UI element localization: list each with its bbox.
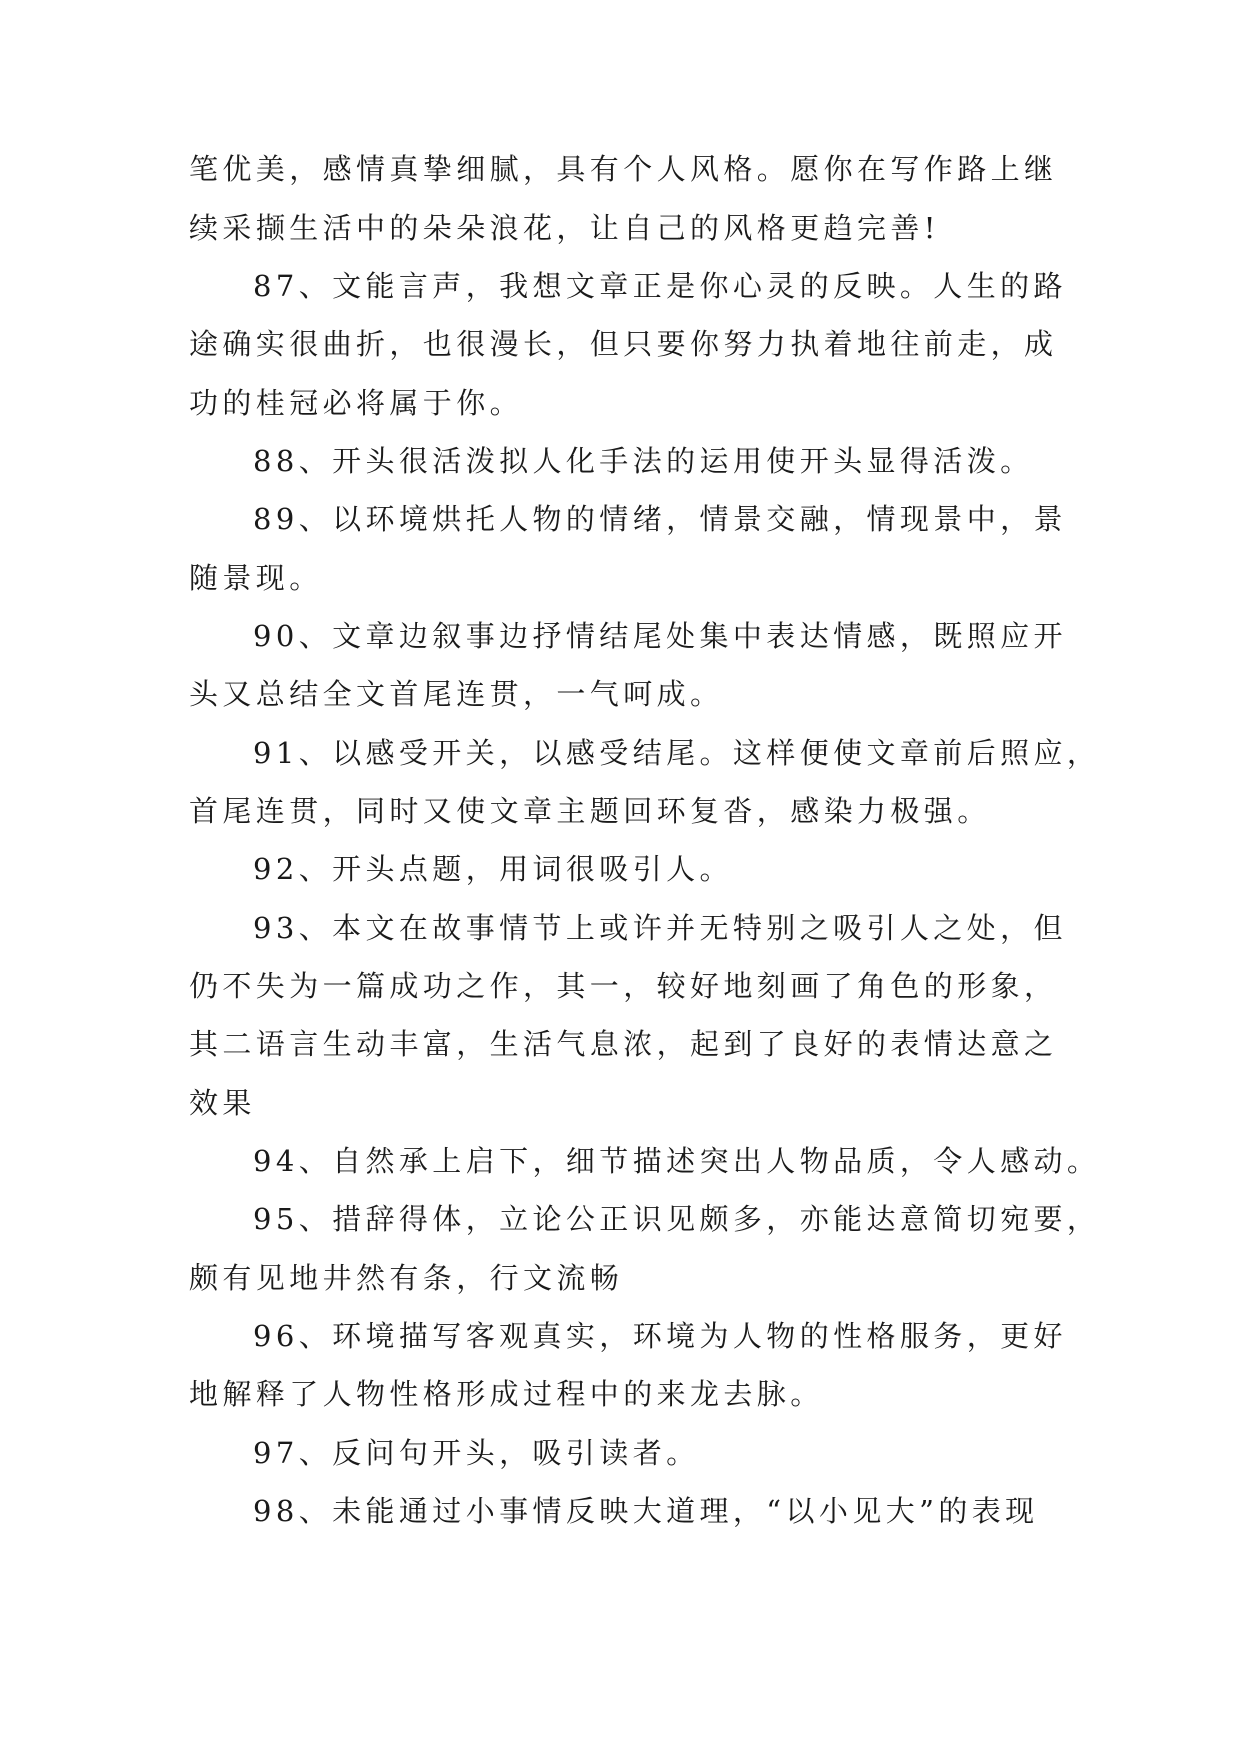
text-line: 88、开头很活泼拟人化手法的运用使开头显得活泼。 — [253, 444, 1034, 478]
text-line: 颇有见地井然有条，行文流畅 — [189, 1261, 624, 1295]
text-line: 笔优美，感情真挚细腻，具有个人风格。愿你在写作路上继 — [189, 152, 1058, 186]
text-line: 随景现。 — [189, 561, 323, 595]
text-line: 地解释了人物性格形成过程中的来龙去脉。 — [189, 1377, 824, 1411]
text-line: 97、反问句开头，吸引读者。 — [253, 1436, 700, 1470]
text-line: 92、开头点题，用词很吸引人。 — [253, 852, 733, 886]
text-line: 95、措辞得体，立论公正识见颇多，亦能达意简切宛要， — [253, 1202, 1101, 1236]
text-line: 续采撷生活中的朵朵浪花，让自己的风格更趋完善! — [189, 211, 940, 245]
text-line: 功的桂冠必将属于你。 — [189, 386, 524, 420]
text-line: 91、以感受开关，以感受结尾。这样便使文章前后照应， — [253, 736, 1101, 770]
text-line: 98、未能通过小事情反映大道理，“以小见大”的表现 — [253, 1494, 1039, 1528]
text-line: 96、环境描写客观真实，环境为人物的性格服务，更好 — [253, 1319, 1067, 1353]
text-line: 仍不失为一篇成功之作，其一，较好地刻画了角色的形象， — [189, 969, 1058, 1003]
text-line: 首尾连贯，同时又使文章主题回环复沓，感染力极强。 — [189, 794, 991, 828]
text-line: 90、文章边叙事边抒情结尾处集中表达情感，既照应开 — [253, 619, 1067, 653]
text-line: 头又总结全文首尾连贯，一气呵成。 — [189, 677, 724, 711]
text-line: 其二语言生动丰富，生活气息浓，起到了良好的表情达意之 — [189, 1027, 1058, 1061]
text-line: 94、自然承上启下，细节描述突出人物品质，令人感动。 — [253, 1144, 1101, 1178]
text-line: 途确实很曲折，也很漫长，但只要你努力执着地往前走，成 — [189, 327, 1058, 361]
text-line: 效果 — [189, 1086, 256, 1120]
text-line: 93、本文在故事情节上或许并无特别之吸引人之处，但 — [253, 911, 1067, 945]
text-line: 89、以环境烘托人物的情绪，情景交融，情现景中，景 — [253, 502, 1067, 536]
text-line: 87、文能言声，我想文章正是你心灵的反映。人生的路 — [253, 269, 1067, 303]
